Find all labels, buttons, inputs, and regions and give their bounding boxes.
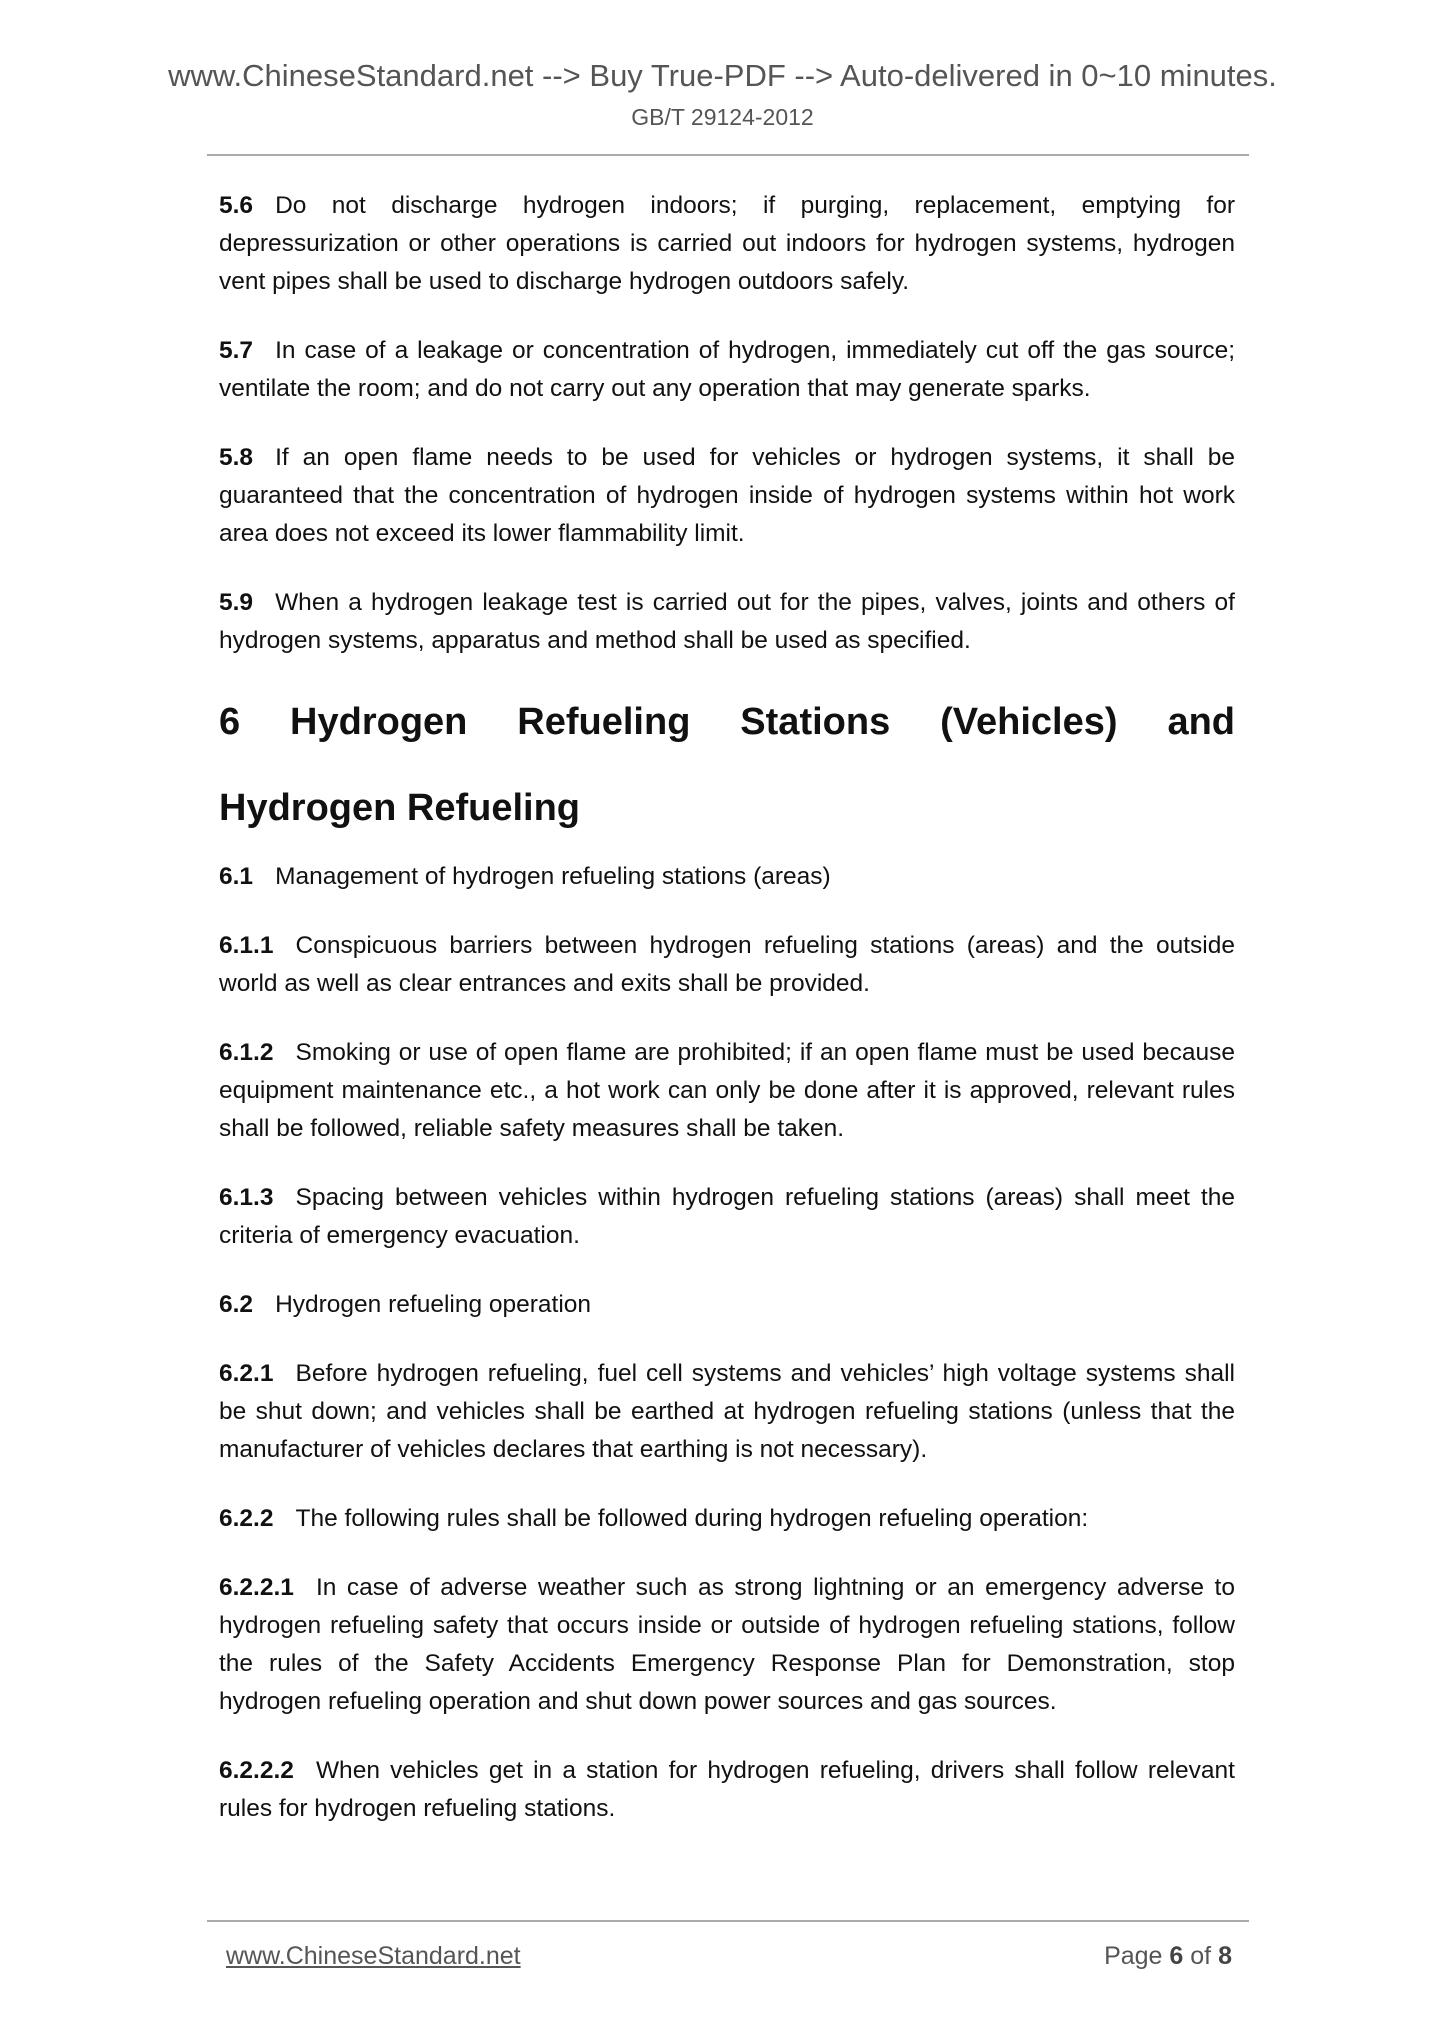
page-of: of bbox=[1190, 1942, 1212, 1970]
clause-text: Before hydrogen refueling, fuel cell systems and vehicles’ high voltage systems shall be shut down; and vehicles shall be earthed at hydrogen refueling stations (unless that the manufacturer of vehicles declares that earthing is not necessary). bbox=[219, 1360, 1235, 1463]
page-current: 6 bbox=[1169, 1942, 1184, 1970]
clause-text: Do not discharge hydrogen indoors; if purging, replacement, emptying for depressurization or other operations is carried out indoors for hydrogen systems, hydrogen vent pipes shall be used to discharge hydrogen outdoors safely. bbox=[219, 192, 1235, 295]
clause-text: Hydrogen refueling operation bbox=[275, 1291, 592, 1318]
clause-6-1-3 bbox=[219, 1179, 1235, 1255]
clause-6-2-1 bbox=[219, 1355, 1235, 1469]
page-indicator bbox=[1104, 1942, 1232, 1971]
footer-site-link[interactable]: www.ChineseStandard.net bbox=[226, 1942, 521, 1970]
clause-number: 5.9 bbox=[219, 589, 254, 616]
clause-6-2-2 bbox=[219, 1500, 1235, 1538]
clause-text: The following rules shall be followed during hydrogen refueling operation: bbox=[295, 1505, 1089, 1532]
clause-6-2-2-1 bbox=[219, 1569, 1235, 1721]
page-total: 8 bbox=[1218, 1942, 1232, 1970]
clause-text: Spacing between vehicles within hydrogen refueling stations (areas) shall meet the criteria of emergency evacuation. bbox=[219, 1184, 1235, 1249]
clause-text: Management of hydrogen refueling stations (areas) bbox=[275, 863, 831, 890]
clause-5-8 bbox=[219, 439, 1235, 553]
clause-number: 5.6 bbox=[219, 192, 254, 219]
clause-6-2 bbox=[219, 1286, 1235, 1324]
clause-text: When a hydrogen leakage test is carried out for the pipes, valves, joints and others of hydrogen systems, apparatus and method shall be used as specified. bbox=[219, 589, 1235, 654]
clause-text: In case of adverse weather such as strong lightning or an emergency adverse to hydrogen refueling safety that occurs inside or outside of hydrogen refueling stations, follow the rules of the Safety Accidents Emergency Response Plan for Demonstration, stop hydrogen refueling operation and shut down power sources and gas sources. bbox=[219, 1574, 1235, 1715]
clause-number: 5.8 bbox=[219, 444, 254, 471]
page-label: Page bbox=[1104, 1942, 1163, 1970]
footer-divider bbox=[207, 1920, 1249, 1922]
clause-text: In case of a leakage or concentration of hydrogen, immediately cut off the gas source; ventilate the room; and do not carry out any operation that may generate sparks. bbox=[219, 337, 1235, 402]
clause-number: 6.1 bbox=[219, 863, 254, 890]
clause-5-9 bbox=[219, 584, 1235, 660]
clause-number: 6.2.1 bbox=[219, 1360, 274, 1387]
clause-number: 6.1.1 bbox=[219, 932, 274, 959]
clause-number: 6.2.2.2 bbox=[219, 1757, 294, 1784]
clause-number: 6.1.3 bbox=[219, 1184, 274, 1211]
clause-text: If an open flame needs to be used for vehicles or hydrogen systems, it shall be guaranteed that the concentration of hydrogen inside of hydrogen systems within hot work area does not exceed its lower flammability limit. bbox=[219, 444, 1235, 547]
clause-6-1 bbox=[219, 858, 1235, 896]
section-heading bbox=[219, 684, 1235, 760]
clause-6-1-2 bbox=[219, 1034, 1235, 1148]
header-banner: www.ChineseStandard.net --> Buy True-PDF --> Auto-delivered in 0~10 minutes. bbox=[168, 58, 1277, 93]
clause-text: Conspicuous barriers between hydrogen refueling stations (areas) and the outside world as well as clear entrances and exits shall be provided. bbox=[219, 932, 1235, 997]
section-heading-line1: 6 Hydrogen Refueling Stations (Vehicles) and bbox=[219, 701, 1235, 743]
document-id: GB/T 29124-2012 bbox=[631, 104, 814, 130]
document-body bbox=[219, 187, 1235, 1859]
clause-number: 6.2.2 bbox=[219, 1505, 274, 1532]
header-divider bbox=[207, 154, 1249, 156]
clause-text: When vehicles get in a station for hydrogen refueling, drivers shall follow relevant rules for hydrogen refueling stations. bbox=[219, 1757, 1235, 1822]
clause-number: 6.1.2 bbox=[219, 1039, 274, 1066]
section-heading-cont: Hydrogen Refueling bbox=[219, 787, 581, 829]
clause-5-7 bbox=[219, 332, 1235, 408]
clause-6-1-1 bbox=[219, 927, 1235, 1003]
clause-number: 5.7 bbox=[219, 337, 254, 364]
clause-number: 6.2 bbox=[219, 1291, 254, 1318]
clause-5-6 bbox=[219, 187, 1235, 301]
clause-number: 6.2.2.1 bbox=[219, 1574, 294, 1601]
clause-6-2-2-2 bbox=[219, 1752, 1235, 1828]
clause-text: Smoking or use of open flame are prohibited; if an open flame must be used because equipment maintenance etc., a hot work can only be done after it is approved, relevant rules shall be followed, reliable safety measures shall be taken. bbox=[219, 1039, 1235, 1142]
